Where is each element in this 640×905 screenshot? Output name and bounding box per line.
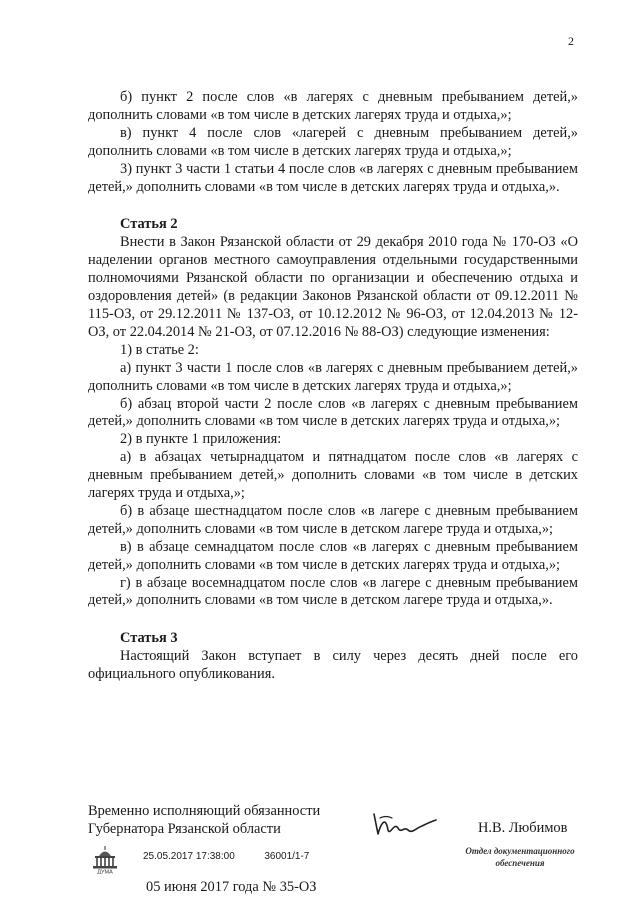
paragraph-3: 3) пункт 3 части 1 статьи 4 после слов «в лагерях с дневным пребыванием детей,» дополнить словами «в том числе в детских лагерях труда и отдыха,». <box>88 160 578 195</box>
article-2-item-2v: в) в абзаце семнадцатом после слов «в лагерях с дневным пребыванием детей,» дополнить словами «в том числе в детских лагерях труда и отдыха,»; <box>88 538 578 573</box>
article-2-item-2b: б) в абзаце шестнадцатом после слов «в лагере с дневным пребыванием детей,» дополнить словами «в том числе в детском лагере труда и отдыха,»; <box>88 502 578 537</box>
dept-stamp-line-1: Отдел документационного <box>465 846 575 856</box>
stamp-reg-number: 36001/1-7 <box>264 851 310 862</box>
article-2-intro: Внести в Закон Рязанской области от 29 декабря 2010 года № 170-ОЗ «О наделении органов местного самоуправления отдельными государственными полномочиями Рязанской области по организации и обеспечению отдыха и оздоровления детей» (в редакции Законов Рязанской области от 09.12.2011 № 115-ОЗ, от 29.12.2011 № 137-ОЗ, от 10.12.2012 № 96-ОЗ, от 12.04.2013 № 12-ОЗ, от 22.04.2014 № 21-ОЗ, от 07.12.2016 № 88-ОЗ) следующие изменения: <box>88 234 578 340</box>
signatory-title <box>88 803 320 838</box>
department-stamp <box>450 845 590 869</box>
paragraph-1v: в) пункт 4 после слов «лагерей с дневным пребыванием детей,» дополнить словами «в том числе в детских лагерях труда и отдыха,»; <box>88 124 578 159</box>
signatory-title-line-1: Временно исполняющий обязанности <box>88 803 321 819</box>
duma-emblem-icon <box>89 844 121 874</box>
dept-stamp-line-2: обеспечения <box>495 858 545 868</box>
page-number: 2 <box>568 34 574 48</box>
article-3-text: Настоящий Закон вступает в силу через десять дней после его официального опубликования. <box>88 648 578 683</box>
signer-name: Н.В. Любимов <box>478 820 568 836</box>
signatory-title-line-2: Губернатора Рязанской области <box>88 820 281 837</box>
article-3-heading: Статья 3 <box>120 630 178 647</box>
stamp-datetime: 25.05.2017 17:38:00 <box>143 851 235 862</box>
emblem-caption: ДУМА <box>97 869 113 874</box>
paragraph-1b: б) пункт 2 после слов «в лагерях с дневным пребыванием детей,» дополнить словами «в том числе в детских лагерях труда и отдыха,»; <box>88 89 578 123</box>
law-date-number: 05 июня 2017 года № 35-ОЗ <box>146 879 317 895</box>
article-2-item-2g: г) в абзаце восемнадцатом после слов «в лагере с дневным пребыванием детей,» дополнить словами «в том числе в детском лагере труда и отдыха,». <box>88 574 578 609</box>
handwritten-signature <box>368 808 440 840</box>
article-2-heading: Статья 2 <box>120 216 178 233</box>
article-2-item-1: 1) в статье 2: <box>120 341 199 358</box>
article-2-item-2: 2) в пункте 1 приложения: <box>120 431 282 448</box>
registration-stamp <box>143 851 309 862</box>
article-2-item-2a: а) в абзацах четырнадцатом и пятнадцатом после слов «в лагерях с дневным пребыванием детей,» дополнить словами «в том числе в детских лагерях труда и отдыха,»; <box>88 449 578 502</box>
document-body <box>88 89 578 684</box>
article-2-item-1a: а) пункт 3 части 1 после слов «в лагерях с дневным пребыванием детей,» дополнить словами «в том числе в детских лагерях труда и отдыха,»; <box>88 359 578 394</box>
article-2-item-1b: б) абзац второй части 2 после слов «в лагерях с дневным пребыванием детей,» дополнить словами «в том числе в детских лагерях труда и отдыха,»; <box>88 395 578 430</box>
